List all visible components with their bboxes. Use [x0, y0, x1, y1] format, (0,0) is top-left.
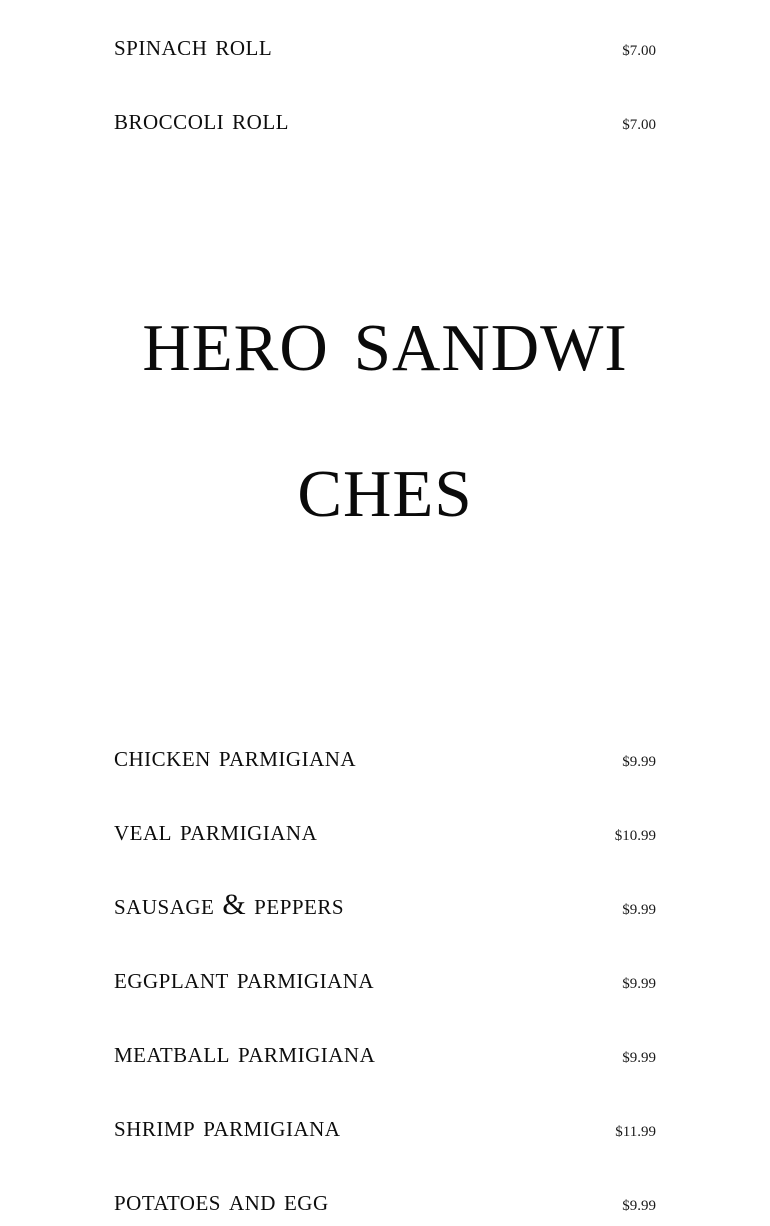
section-heading: hero sandwiches	[142, 284, 628, 537]
menu-item-row	[0, 741, 770, 775]
menu-item-row	[0, 30, 770, 64]
menu-item-row	[0, 1111, 770, 1145]
menu-item-name: shrimp parmigiana	[114, 1110, 341, 1143]
menu-item-name: meatball parmigiana	[114, 1036, 376, 1069]
menu-item-price: $9.99	[622, 902, 656, 918]
menu-item-name: broccoli roll	[114, 103, 290, 136]
menu-item-row	[0, 1185, 770, 1219]
menu-item-name: chicken parmigiana	[114, 740, 357, 773]
menu-item-row	[0, 963, 770, 997]
menu-item-name: eggplant parmigiana	[114, 962, 375, 995]
menu-item-price: $9.99	[622, 754, 656, 770]
menu-item-row	[0, 815, 770, 849]
menu-item-price: $9.99	[622, 1198, 656, 1214]
menu-item-price: $7.00	[622, 43, 656, 59]
menu-item-row	[0, 889, 770, 923]
menu-item-name: sausage & peppers	[114, 888, 345, 921]
menu-item-price: $7.00	[622, 117, 656, 133]
menu-item-price: $9.99	[622, 976, 656, 992]
menu-item-price: $9.99	[622, 1050, 656, 1066]
menu-item-price: $10.99	[614, 828, 656, 844]
menu-item-price: $11.99	[615, 1124, 656, 1140]
menu-item-name: veal parmigiana	[114, 814, 318, 847]
menu-item-name: potatoes and egg	[114, 1184, 329, 1217]
menu-item-row	[0, 1037, 770, 1071]
menu-item-row	[0, 104, 770, 138]
menu-item-name: spinach roll	[114, 29, 273, 62]
